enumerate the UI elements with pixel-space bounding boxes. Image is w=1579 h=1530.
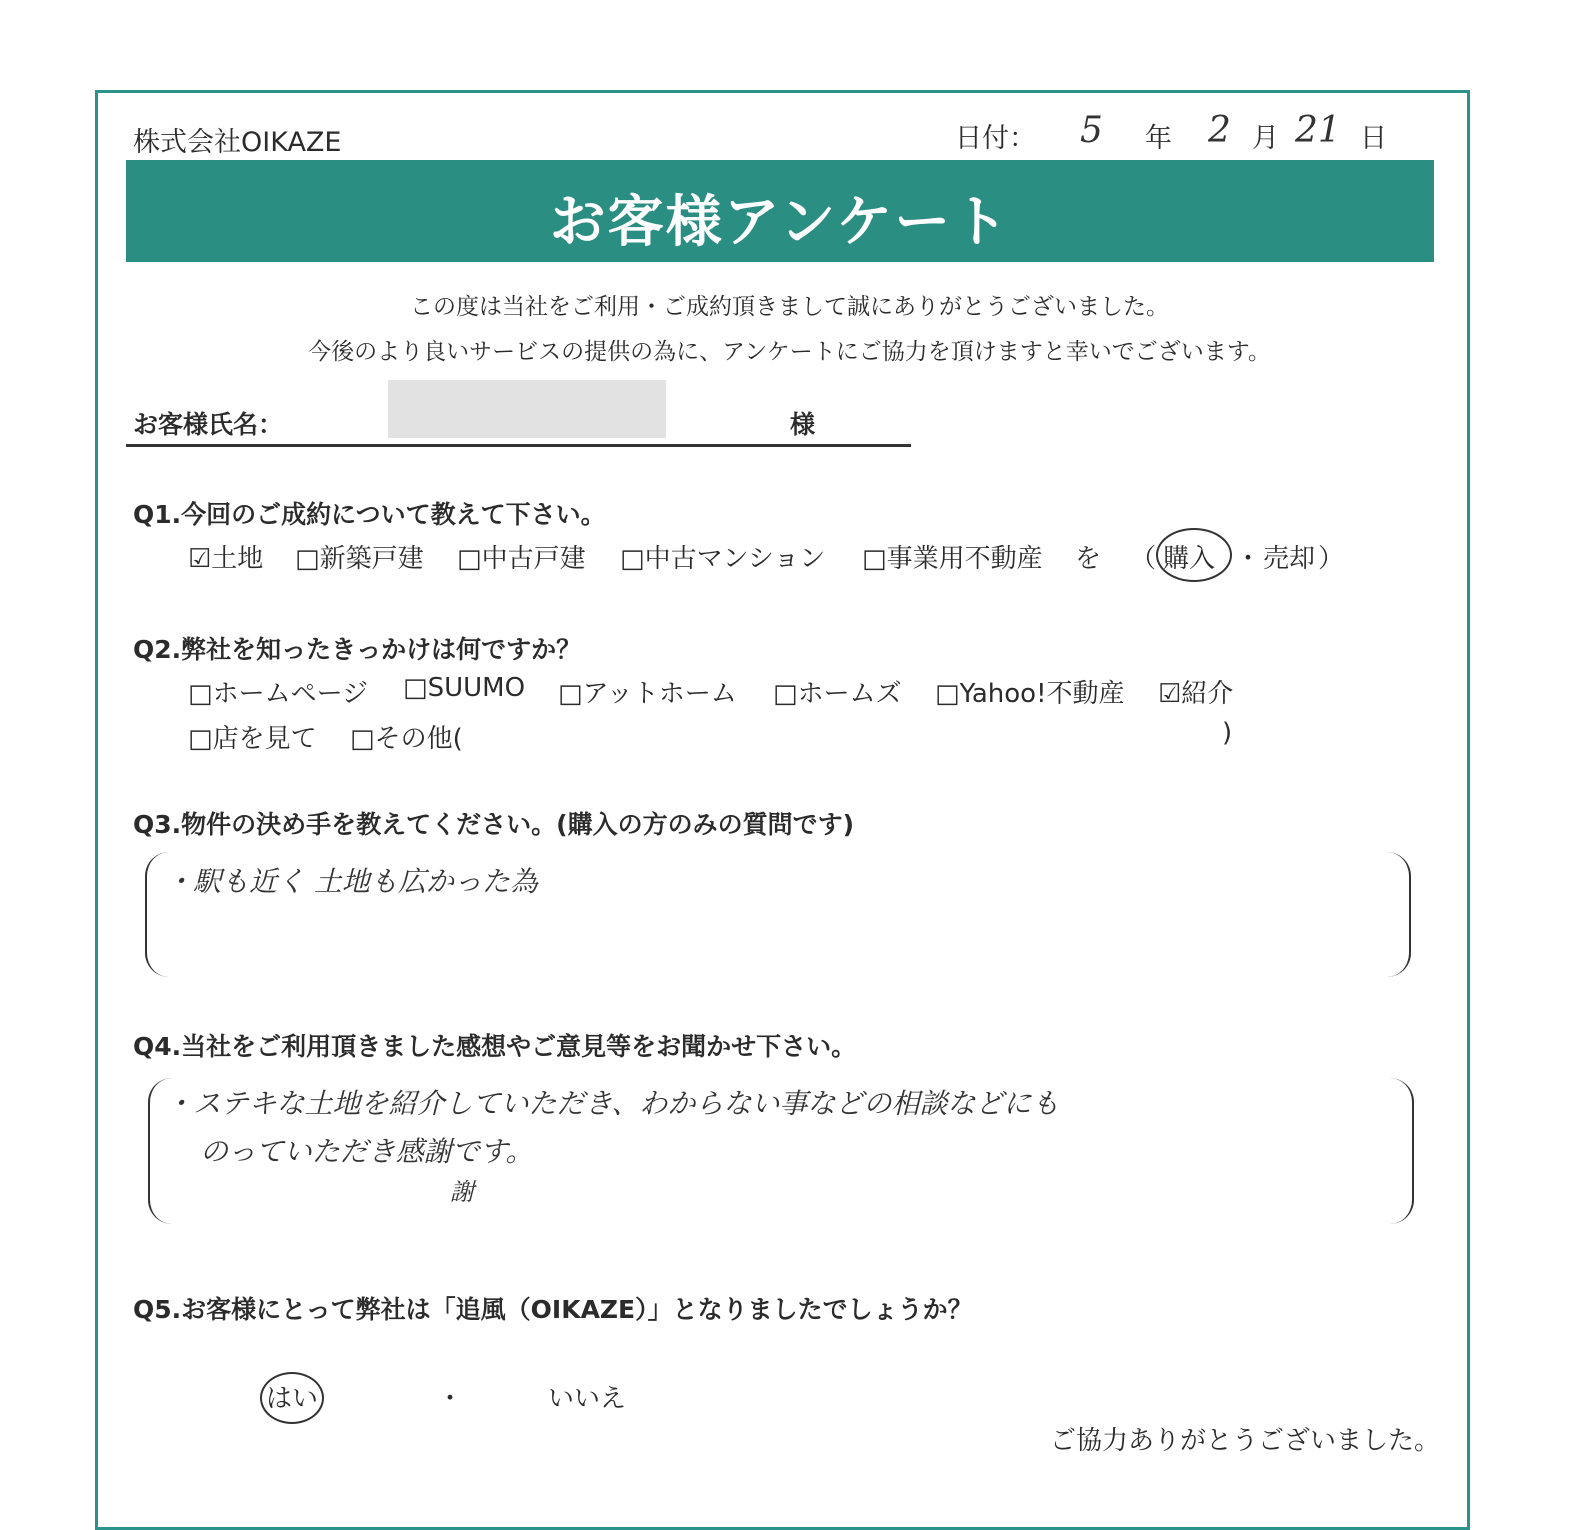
- yes-circle-mark: [260, 1372, 324, 1424]
- q5-no[interactable]: いいえ: [548, 1384, 627, 1414]
- q1-option-business[interactable]: □事業用不動産: [862, 544, 1043, 574]
- intro-line-1: この度は当社をご利用・ご成約頂きまして誠にありがとうございました。: [410, 294, 1169, 320]
- thanks-message: ご協力ありがとうございました。: [1050, 1426, 1441, 1456]
- q4-question: Q4.当社をご利用頂きました感想やご意見等をお聞かせ下さい。: [133, 1032, 857, 1061]
- q2-option-store[interactable]: □店を見て: [188, 724, 317, 754]
- q3-answer: ・駅も近く 土地も広かった為: [165, 865, 538, 898]
- q1-question: Q1.今回のご成約について教えて下さい。: [133, 500, 606, 529]
- q4-answer-line-2: のっていただき感謝です。: [200, 1135, 534, 1168]
- day-unit: 日: [1360, 123, 1387, 154]
- q1-option-used-house[interactable]: □中古戸建: [457, 544, 586, 574]
- q1-dot: ・: [1235, 544, 1262, 574]
- q2-question: Q2.弊社を知ったきっかけは何ですか？: [133, 635, 582, 664]
- name-underline: [126, 444, 911, 447]
- q1-open-paren: （: [1130, 544, 1157, 574]
- q4-answer-line-1: ・ステキな土地を紹介していただき、わからない事などの相談などにも: [165, 1087, 1060, 1120]
- q1-option-used-mansion[interactable]: □中古マンション: [620, 544, 826, 574]
- name-suffix: 様: [790, 410, 816, 439]
- q2-option-other[interactable]: □その他(: [350, 724, 463, 754]
- q2-option-yahoo[interactable]: □Yahoo!不動産: [935, 679, 1125, 709]
- q1-choice-buy[interactable]: 購入: [1163, 544, 1216, 574]
- q1-option-land[interactable]: ☑土地: [188, 544, 264, 574]
- q5-dot: ・: [437, 1384, 464, 1414]
- date-day[interactable]: 21: [1295, 110, 1341, 151]
- q1-particle: を: [1075, 544, 1102, 574]
- title-banner: [126, 160, 1434, 262]
- q2-option-referral[interactable]: ☑紹介: [1158, 679, 1234, 709]
- q1-choice-sell[interactable]: 売却: [1263, 544, 1316, 574]
- q3-question: Q3.物件の決め手を教えてください。(購入の方のみの質問です): [133, 810, 854, 839]
- company-name: 株式会社OIKAZE: [133, 127, 342, 158]
- date-year[interactable]: 5: [1080, 110, 1103, 151]
- q1-close-paren: ）: [1318, 544, 1345, 574]
- name-field-redacted[interactable]: [388, 380, 666, 438]
- q4-correction: 謝: [450, 1178, 474, 1206]
- q1-option-new-house[interactable]: □新築戸建: [295, 544, 424, 574]
- q2-option-suumo[interactable]: □SUUMO: [403, 673, 526, 703]
- q2-option-homes[interactable]: □ホームズ: [773, 679, 902, 709]
- intro-line-2: 今後のより良いサービスの提供の為に、アンケートにご協力を頂けますと幸いでございます。: [308, 339, 1271, 365]
- date-month[interactable]: 2: [1208, 110, 1231, 151]
- buy-circle-mark: [1156, 528, 1232, 582]
- q5-yes[interactable]: はい: [266, 1384, 319, 1414]
- name-label: お客様氏名：: [133, 410, 284, 439]
- page-title: お客様アンケート: [549, 190, 1011, 255]
- q2-option-athome[interactable]: □アットホーム: [558, 679, 737, 709]
- q2-option-homepage[interactable]: □ホームページ: [188, 679, 369, 709]
- date-label: 日付：: [955, 123, 1036, 154]
- month-unit: 月: [1252, 123, 1279, 154]
- q2-close-paren: ): [1222, 718, 1233, 748]
- q5-question: Q5.お客様にとって弊社は「追風（OIKAZE）」となりましたでしょうか？: [133, 1295, 973, 1324]
- year-unit: 年: [1145, 123, 1172, 154]
